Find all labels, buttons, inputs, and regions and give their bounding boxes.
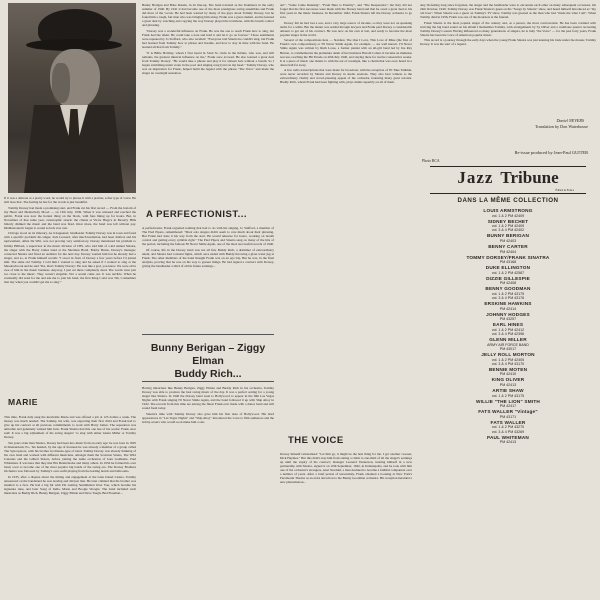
collection-ref: PM 42408 [499,281,517,286]
collection-artist: KING OLIVER [491,377,525,383]
column-3 [280,0,412,600]
collection-artist: LOUIS ARMSTRONG [483,208,533,213]
collection-artist: BENNY GOODMAN [485,286,531,292]
column-4 [420,0,596,600]
collection-artist: GLENN MILLER [489,337,527,343]
column-2-text-top [142,3,274,76]
text-paragraph: Any ill-feeling long since forgotten, the singer and the bandleader were to encounter each other on many subsequent occasions. On 24th October, 1949, Tommy Dorsey was Frank Sinatra's guest on his "Songs by Sinatra" show, and heard himself introduced as "my old boss". When Sinatra was a guest on Tommy's TV show, Tommy was greeted as the man who had "made me what I am". When Tommy died in 1956, Frank was one of the mourners at the funeral. [420,3,596,20]
collection-artist: TOMMY DORSEY/FRANK SINATRA [466,254,550,260]
logo-jazz: Jazz [457,168,494,187]
text-paragraph: Tommy Dorsey had made a promising start, and Frank cut his first record — From the bottom of my Heart and Melancholy Mood — on 13th July, 1939. When it was released and reached the public, Frank was now the hottest thing on the block, with fans lining up for hours. But, in November of that same year, catastrophic struck: the clients at Victor Hugo's in Beverly Hills bitterly disliked the music and the band was fired. Once more, the band was left without pay. Disillusioned it began to sound as luck was cast. [4,205,136,230]
text-paragraph: Ten years older than Sinatra, Dorsey had been into music from an early age: he was born in 1905 in Shenandoah, Pa., 'his handed, by the age of fourteen he was already a member of a group called The Syncopators, with his brother in Orleans-type of band. Tommy Dorsey was already thinking of his own band and worked with different musicians, amongst them the Scranton Sirens, The Wild Canaries and the Gilbert Sisters, before joining the name orchestras of Jean Goldkette, Paul Whiteman. It was here that they met Bix Beiderbecke and many others. In 1934 he formed his own band, soon to become one of the most popular big bands of the swing era. The Dorsey Brothers Orchestra was followed by Tommy's own outfit playing from the leading hotels and ballrooms. [4,440,136,474]
collection-artist: JELLY ROLL MORTON [481,352,535,357]
column-4-text [420,3,596,48]
collection-ref: vol. 3 & 4 PM 43269 [491,429,525,434]
signature: Daniel NEVERS [556,118,584,123]
collection-ref: ARMY AIR FORCE BAND [487,342,529,347]
collection-artist: BENNY CARTER [488,244,528,249]
collection-ref: PM 43168 [499,260,517,265]
text-paragraph: Art", "Some Came Running", "From Here to Eternity", and "The Desperados"; but they did not forget that his first successes were made with the Dorsey band and that he owed a great deal to his first years in the music business. In December 1942, Frank Sinatra left the Dorsey orchestra to go solo. [280,3,412,20]
text-paragraph: A few radio transcriptions that were made for broadcast, with the exception of I'll Take Tallulah, were never recorded by Sinatra and Dorsey in studio sessions. They also bear witness to the extraordinary vitality and crowd-pleasing appeal of the orchestra, featuring many great soloists. Buddy Rich, whom Frank had been fighting with, plays drums superbly on all of them. [280,68,412,85]
column-3-text-top [280,3,412,86]
collection-ref: vol. 1 & 2 PM 43175 [491,393,525,398]
collection-artist: ARTIE SHAW [492,388,524,393]
collection-ref: PM 42413 [499,440,517,445]
collection-artist: DIZZIE GILLESPIE [486,275,530,281]
face-shadow [52,63,70,103]
collection-artist: WILLIE "THE LION" SMITH [476,398,540,404]
collection-ref: vol. 1 & 2 PM 43270 [491,425,525,430]
text-paragraph: "It is Billie Holiday, whom I first heard in 52nd St. clubs in the thirties, who was, and still remains, the greatest musical influence on me," Frank once avowed. He also learned a great deal from Tommy Dorsey: "He would take a phrase and play it for sixteen bars without a breath. So I began swimming under water in the pool and singing song lyrics in my head." Tommy Dorsey, who was an inspiration for Frank, helped build the legend with the phrase "The Voice" and made the singer an overnight sensation. [142,50,274,75]
collection-ref: PM 42413 [499,383,517,387]
collection-ref: vol. 1 & 2 PM 42409 [491,224,525,229]
text-paragraph: If it was a delicate or a pretty word, he would try to phrase it with a prettier, softer type of voice. He still does that. The feeling he has for the words is just beautiful. [4,196,136,205]
text-paragraph: Frank Sinatra is the most popular singer of the century and, as a person, the most controversial. He has been credited with reviving the big band sound on his album I Remember Tommy, with arrangements by Sy Oliver and a trombone quartet recreating Tommy Dorsey's sound. Having influenced so many generations of singers, he is truly "the Voice" — for the past forty years, Frank Sinatra has been the voice of American popular music. [420,20,596,37]
heading-perfectionist: A PERFECTIONIST... [146,209,248,220]
column-3-text-bottom [280,452,412,600]
collection-ref: PM 42410 [499,372,517,377]
text-paragraph: Dorsey felt he had lost a son, and a very large source of income, so they were not on speaking terms for a while. But the matter was settled through lawyers and Frank paid Dorsey a considerable amount to get out of his contract. He was now on his own at last, and ready to become the most popular singer in the world. [280,20,412,37]
collection-ref: PM 42403 [499,239,517,243]
text-paragraph: Of course, life in the Dorsey band was not all fun; Buddy Rich, a drummer of extraordinary talent, and Sinatra had constant fights, which once ended with Buddy throwing a glass water jug at Frank. The other members of the band thought Frank was on an ego trip. But he was, in the final analysis, proving that he was on his way to greater things. He had signed a contract with Dorsey, giving the bandleader a third of all his future earnings... [142,247,274,268]
text-paragraph: This record is a journey through the early days when the young Frank Sinatra was just learning his trade under the master, Tommy Dorsey. It was the start of a legend. [420,38,596,47]
column-2 [142,0,274,600]
text-paragraph: Chicago stood on its itinerary. As it happened, bandleader Tommy Dorsey was in town and fared with a specific problem: his singer, Jack Leonard, after much hesitation, had been drafted, and his replacement, Allen De Witt, was not proving very satisfactory. Dorsey mentioned his problem to Jimmy Hilliard, a supervisor in the music division of CBS, who told him of a kid named Sinatra, the singer with the Harry James band at the Sherman Hotel. Bobby Burns, Dorsey's manager, contacted Sinatra and fixed an audition for the next day. Dorsey wanted him but he already had a singer, and so, at Frank himself recalls: "I stood in front of Dorsey a few years before I'd joined him. The same old Tommy. I told him I wanted to sing and he asked if I wanted to sing at the Meadowbrook and he said 'Yes, that's Tommy Dorsey'. He was like a god, you know. We were all in awe of him in the music business. Anyway, I just sat there completely dead. The words were just too close to the music. They weren't singable. Not a sound came out. It was terrible. When he eventually did send for me and ask me to join his band, the first thing I said was 'Oh, I remember that day when you couldn't get me to sing'." [4,231,136,284]
photo-credit: Photo RCA [422,159,440,163]
text-paragraph: Having musicians like Bunny Berigan, Ziggy Elman and Buddy Rich in his orchestra, Tommy Dorsey was able to produce the best swing music of the day. It was a perfect setting for a young singer like Sinatra. In 1940 the Dorsey band went to Hollywood to appear in the film Las Vegas Nights with Frank singing I'll Never Smile Again, and the band followed it up with Ship Ahoy in 1942. The records from this time are among the finest Frank ever made with a dance band and still sound fresh today. [142,386,274,411]
column-1-text [4,196,136,285]
translation-credit: Translation by Don Waterhouse [534,124,588,129]
text-paragraph: Several of the compositions here — Stardust, The One I Love, This Love of Mine (the first of Frank's own compositions) or I'll Never Smile Again, for example — are well known. I'll Never Smile Again was written by Ruth Lowe, a former pianist with an all-girl band led by Ina Ray Hutton, to commemorate the premature death of her husband. Harold Cohen. It became an immense success, reaching the Hit Parade on 20th July 1940, and staying there for twelve consecutive weeks. It is a piece of music one listens to with the ear of nostalgia, like a charm that was once heard in a dance hall far away. [280,38,412,67]
collection-artist: FATS WALLER "Vintage" [478,409,538,415]
collection-artist: EARL HINES [492,322,524,328]
text-paragraph: In 1935, after a dispute about the timing and engagement at the Glen Island Casino, Tommy announced on the bandstand he was leaving and did just that. He later claimed that his brother was insulted to a face. He had a big hit with I'm Getting Sentimental Over You, which became his signature tune, and later Song of India, Marie and Boogie Woogie. The band included such musicians as Buddy Rich, Bunny Berigan, Ziggy Elman and Dave Tough, Bud Freeman... [4,474,136,495]
collection-ref: vol. 1 & 2 PM 42405 [491,357,525,362]
collection-ref: vol. 1 & 2 PM 42587 [491,270,525,275]
collection-artist: ERSKINE HAWKINS [484,301,532,307]
logo-tribune: Tribune [500,168,559,187]
text-paragraph: Sinatra's time with Tommy Dorsey also gave him his first taste of Hollywood. His brief appearances in "Las Vegas Nights" and "Ship Ahoy" introduced the voice to film audiences and the bobby-soxers who would soon make him a star. [142,411,274,424]
column-2-text-bottom [142,386,274,600]
collection-artist: FATS WALLER [490,419,526,425]
heading-marie: MARIE [8,397,38,407]
collection-ref: PM 42404 [499,249,517,254]
collection-ref: PM 43017 [499,347,517,351]
text-paragraph: Bunny Berigan and Babe Russin, in its line-up. The band traveled as the Teamsters in the early summer of 1940. By 1941 it had become one of the most prestigious swing ensembles and Frank did most of the vocals. He had been warned by many of the guys about Tommy Dorsey, but he found him a tough, fair man who was bringing him along. Frank was a great student, and he learned a great deal by watching and copying the way Dorsey played the trombone, with his breath control and phrasing. [142,3,274,28]
marie-section [4,415,136,600]
column-2-text-mid [142,226,274,269]
collection-artist: BUNNY BERIGAN [486,233,530,239]
collection-artist: BENNIE MOTEN [488,366,528,372]
berigan-title: Bunny Berigan – Ziggy Elman Buddy Rich... [150,342,266,380]
text-paragraph: A perfectionist, Frank regretted nothing that had to do with his singing, Jo Stafford, a member of The Pied Pipers, remembered: "Most solo singers didn't seem to care much about their phrasing. But Frank had done it his way from the start. He would rehearse for hours, working on breath control and getting every syllable right." The Pied Pipers and Sinatra sang on many of the hits of the period, including the famous I'll Never Smile Again, one of the most successful records of 1940. [142,226,274,247]
collection-ref: PM 42417 [499,404,517,409]
collection-ref: vol. 3 & 4 PM 42402 [491,228,525,233]
collection-ref: PM 43171 [499,414,517,419]
reissue-credit: Re-issue produced by Jean-Paul GUITER [514,150,588,155]
column-1 [4,0,136,600]
text-paragraph: This time, Frank duly sang the inevitable Marie and was offered a job at 125 dollars a week. The money was much needed. The Sammy, his wife, was expecting their first child and Frank had to give up his contract at all previous commitments to work with Harry James. The separation was amicable and genuinely wished him luck. Frank Sinatra had this one last of his works: Frank once said: It was a big adjustment of his swing singers' 'to sing with either Glenn Miller or Tommy Dorsey. [4,415,136,440]
collection-heading: DANS LA MÊME COLLECTION [457,197,559,204]
collection-ref: vol. 1 & 2 PM 42412 [491,328,525,332]
logo-subtitle: Édition de France [555,189,574,192]
berigan-callout [142,334,274,382]
text-paragraph: Dorsey himself rationalised: "Let him go, it might be the best thing for me. I got another crooner, Dick Haymes." But this didn't stop him from stating a claim to one-third of all the singer's earnings up until the expiry of his contract; manager Leonard Vannerson, trusting himself in a new partnership with Sinatra, signed it on 10th September, 1942, in Indianapolis, and he took with him one of the orchestra's arrangers, Axel Stordahl, a man destined to become a faithful companion over a number of years. After a brief period of uncertainty, Frank obtained a booking at New York's Paramount Theatre as an extra attraction to the Benny Goodman orchestra. His reception heralded a new phenomenon... [280,452,412,485]
heading-the-voice: THE VOICE [288,435,344,446]
collection-ref: vol. 1 & 2 PM 42409 [491,213,525,218]
collection-artist: JOHNNY HODGES [486,311,530,317]
collection-ref: PM 43257 [499,317,517,322]
collection-ref: vol. 1 & 2 PM 43175 [491,292,525,296]
text-paragraph: "Dorsey was a wonderful influence on Frank. He was the one to teach Frank how to sing, but Frank had the talent. He could take a note and hold it and let it go on forever." Those sentiments were repeated by Jo Stafford, who also recalled: "Everyone told Sinatra he couldn't sing, but Frank had learned from Tommy how to phrase and breathe, and how to stay in time with the band. He learned all that from Tommy." [142,28,274,49]
collection-ref: vol. 3 & 4 PM 43170 [491,361,525,366]
collection-artist: PAUL WHITEMAN [486,434,529,440]
sinatra-photo [8,3,136,193]
collection-artist: SIDNEY BECHET [487,218,529,224]
collection-artist: DUKE ELLINGTON [485,265,531,271]
collection-ref: vol. 3 & 4 PM 42396 [491,332,525,337]
collection-ref: vol. 3 & 4 PM 43176 [491,296,525,301]
jazz-tribune-logo [430,166,586,194]
collection-ref: PM 42414 [499,306,517,311]
collection-list [420,208,596,600]
